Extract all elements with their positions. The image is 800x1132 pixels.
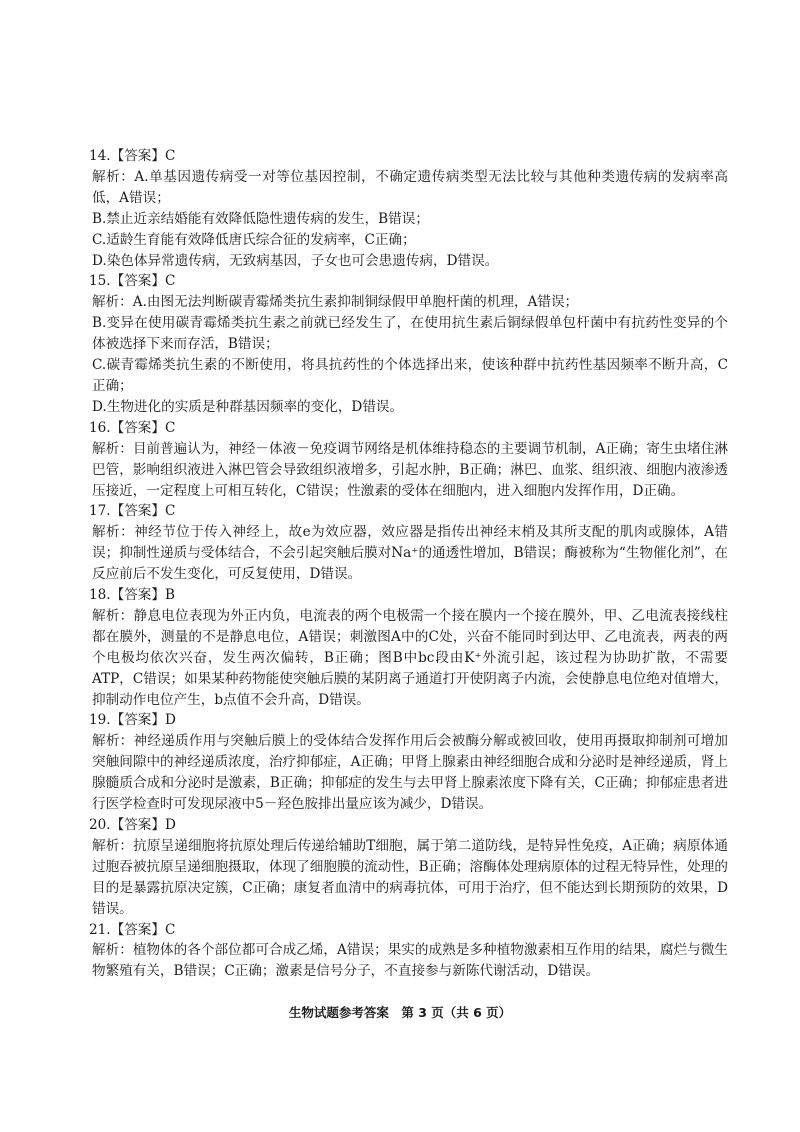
analysis-paragraph: 解析：神经节位于传入神经上，故e为效应器，效应器是指传出神经末梢及其所支配的肌肉或腺体，A错误；抑制性递质与受体结合，不会引起突触后膜对Na⁺的通透性增加，B错误；酶被称为“生物催化剂”，在反应前后不发生变化，可反复使用，D错误。 <box>92 524 728 583</box>
answer-label: 18.【答案】B <box>89 587 175 604</box>
answer-item-15 <box>89 271 728 417</box>
analysis-paragraph: B.变异在使用碳青霉烯类抗生素之前就已经发生了，在使用抗生素后铜绿假单包杆菌中有抗药性变异的个体被选择下来而存活，B错误； <box>92 315 728 353</box>
analysis-paragraph: 解析：植物体的各个部位都可合成乙烯，A错误；果实的成熟是多种植物激素相互作用的结果，腐烂与微生物繁殖有关，B错误；C正确；激素是信号分子，不直接参与新陈代谢活动，D错误。 <box>92 942 728 980</box>
answer-item-19 <box>89 710 728 815</box>
answer-label: 14.【答案】C <box>89 148 176 164</box>
answer-label: 15.【答案】C <box>89 273 176 290</box>
answer-label: 17.【答案】C <box>89 503 176 520</box>
analysis-paragraph: 解析：A.由图无法判断碳青霉烯类抗生素抑制铜绿假甲单胞杆菌的机理，A错误； <box>92 294 579 311</box>
answer-label: 21.【答案】C <box>89 921 176 938</box>
analysis-paragraph: B.禁止近亲结婚能有效降低隐性遗传病的发生，B错误； <box>92 210 429 227</box>
answer-item-17 <box>89 501 728 585</box>
analysis-paragraph: C.适龄生育能有效降低唐氏综合征的发病率，C正确； <box>92 231 416 248</box>
answer-item-21 <box>89 920 728 983</box>
analysis-paragraph: 解析：抗原呈递细胞将抗原处理后传递给辅助T细胞，属于第二道防线，是特异性免疫，A正确；病原体通过胞吞被抗原呈递细胞摄取，体现了细胞膜的流动性，B正确；溶酶体处理病原体的过程无特异性，处理的目的是暴露抗原决定簇，C正确；康复者血清中的病毒抗体，可用于治疗，但不能达到长期预防的效果，D错误。 <box>92 837 728 917</box>
answer-item-16 <box>89 418 728 502</box>
analysis-paragraph: C.碳青霉烯类抗生素的不断使用，将具抗药性的个体选择出来，使该种群中抗药性基因频率不断升高，C正确； <box>92 357 728 394</box>
analysis-paragraph: 解析：A.单基因遗传病受一对等位基因控制，不确定遗传病类型无法比较与其他种类遗传病的发病率高低，A错误； <box>92 168 728 206</box>
analysis-paragraph: 解析：静息电位表现为外正内负，电流表的两个电极需一个接在膜内一个接在膜外，甲、乙电流表接线柱都在膜外，测量的不是静息电位，A错误；刺激图A中的C处，兴奋不能同时到达甲、乙电流表，两表的两个电极均依次兴奋，发生两次偏转，B正确；图B中bc段由K⁺外流引起，该过程为协助扩散，不需要ATP，C错误；如果某种药物能使突触后膜的某阴离子通道打开使阴离子内流，会使静息电位绝对值增大，抑制动作电位产生，b点值不会升高，D错误。 <box>92 607 728 708</box>
answer-item-14 <box>89 146 728 271</box>
answer-label: 19.【答案】D <box>89 712 176 729</box>
answer-item-18 <box>89 585 728 710</box>
analysis-paragraph: 解析：目前普遍认为，神经－体液－免疫调节网络是机体维持稳态的主要调节机制，A正确；寄生虫堵住淋巴管，影响组织液进入淋巴管会导致组织液增多，引起水肿，B正确；淋巴、血浆、组织液、细胞内液渗透压接近，一定程度上可相互转化，C错误；性激素的受体在细胞内，进入细胞内发挥作用，D正确。 <box>92 440 728 499</box>
page-footer: 生物试题参考答案 第 3 页（共 6 页） <box>288 1005 512 1020</box>
answer-content <box>89 146 728 982</box>
answer-item-20 <box>89 815 728 920</box>
analysis-paragraph: D.染色体异常遗传病，无致病基因，子女也可会患遗传病，D错误。 <box>92 252 499 269</box>
answer-label: 20.【答案】D <box>89 817 176 833</box>
analysis-paragraph: D.生物进化的实质是种群基因频率的变化，D错误。 <box>92 398 404 415</box>
analysis-paragraph: 解析：神经递质作用与突触后膜上的受体结合发挥作用后会被酶分解或被回收，使用再摄取抑制剂可增加突触间隙中的神经递质浓度，治疗抑郁症，A正确；甲肾上腺素由神经细胞合成和分泌时是神经递质，肾上腺髓质合成和分泌时是激素，B正确；抑郁症的发生与去甲肾上腺素浓度下降有关，C正确；抑郁症患者进行医学检查时可发现尿液中5－羟色胺排出量应该为减少，D错误。 <box>92 733 728 813</box>
answer-label: 16.【答案】C <box>89 419 176 436</box>
